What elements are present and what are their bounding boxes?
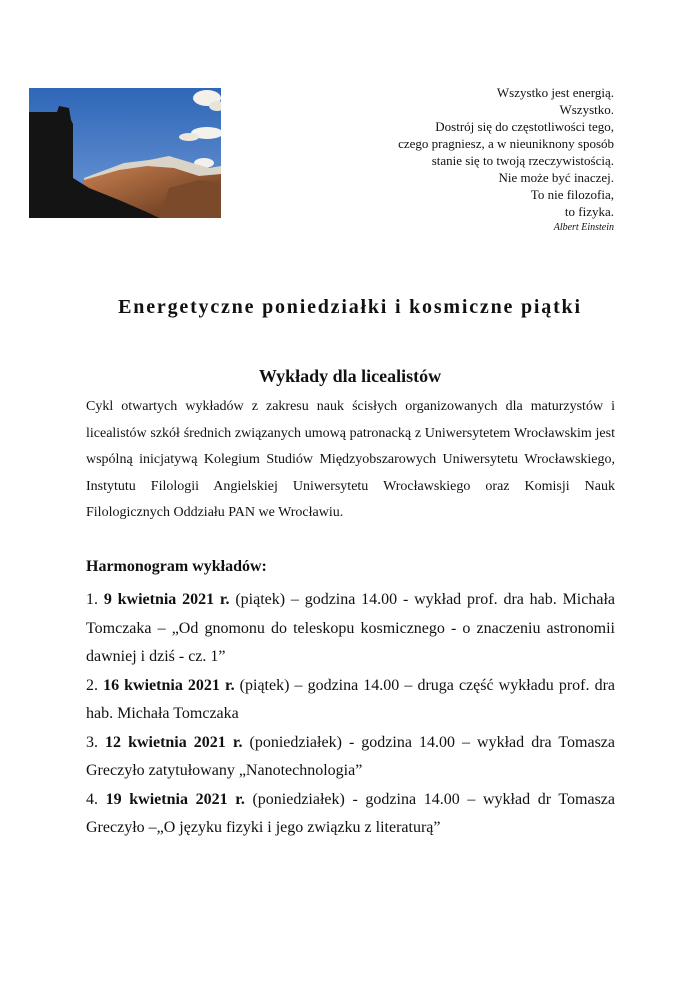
quote-line: Wszystko. [559,102,614,117]
schedule-item [86,786,615,843]
item-text: (poniedziałek) - godzina 14.00 – wykład dr Tomasza Greczyło –„O języku fizyki i jego związku z literaturą” [86,790,615,836]
quote-line: Dostrój się do częstotliwości tego, [435,119,614,134]
quote-line: stanie się to twoją rzeczywistością. [431,153,614,168]
item-number: 4. [86,790,106,808]
item-number: 2. [86,676,104,694]
quote-line: to fizyka. [564,204,614,219]
schedule-list [86,586,615,843]
mountain-photo [29,88,221,218]
quote-line: czego pragniesz, a w nieuniknony sposób [398,136,614,151]
epigraph-quote [294,84,614,234]
item-number: 3. [86,733,106,751]
item-date: 12 kwietnia 2021 r. [105,733,243,751]
quote-line: To nie filozofia, [530,187,614,202]
item-date: 9 kwietnia 2021 r. [103,591,230,608]
schedule-item [86,672,615,729]
item-text: (poniedziałek) - godzina 14.00 – wykład dra Tomasza Greczyło zatytułowany „Nanotechnologia” [86,733,616,779]
quote-line: Wszystko jest energią. [496,85,614,100]
page-title: Energetyczne poniedziałki i kosmiczne piątki [118,296,582,318]
schedule-heading: Harmonogram wykładów: [86,558,267,575]
quote-line: Nie może być inaczej. [498,170,614,185]
item-number: 1. [86,591,104,608]
item-date: 19 kwietnia 2021 r. [105,790,245,808]
item-text: (piątek) – godzina 14.00 - wykład prof. dra hab. Michała Tomczaka – „Od gnomonu do teleskopu kosmicznego - o znaczeniu astronomii dawniej i dziś - cz. 1” [86,591,616,665]
item-text: (piątek) – godzina 14.00 – druga część wykładu prof. dra hab. Michała Tomczaka [86,676,615,722]
quote-author: Albert Einstein [553,222,614,233]
schedule-item [86,586,615,672]
intro-paragraph: Cykl otwartych wykładów z zakresu nauk ścisłych organizowanych dla maturzystów i licealistów szkół średnich związanych umową patronacką z Uniwersytetem Wrocławskim jest wspólną inicjatywą Kolegium Studiów Międzyobszarowych Uniwersytetu Wrocławskiego, Instytutu Filologii Angielskiej Uniwersytetu Wrocławskiego oraz Komisji Nauk Filologicznych Oddziału PAN we Wrocławiu. [86,399,615,520]
page-subtitle: Wykłady dla licealistów [258,366,442,386]
schedule-item [86,729,615,786]
item-date: 16 kwietnia 2021 r. [103,676,235,694]
